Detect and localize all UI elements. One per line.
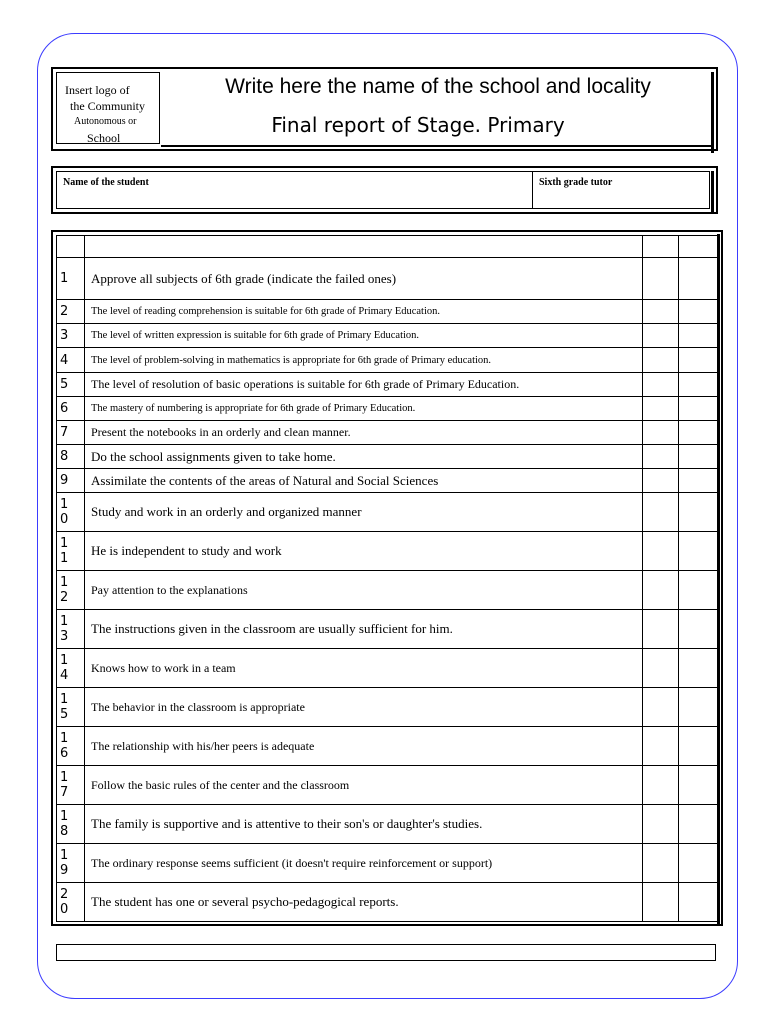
- item-number-digit-2: 1: [60, 551, 69, 566]
- item-number-digit-2: 9: [60, 863, 69, 878]
- check-cell[interactable]: [679, 324, 719, 348]
- student-info-box: [51, 166, 718, 214]
- check-cell[interactable]: [643, 324, 679, 348]
- item-text: The level of written expression is suitable for 6th grade of Primary Education.: [85, 324, 643, 348]
- item-number: 9: [57, 469, 85, 493]
- check-cell[interactable]: [679, 571, 719, 610]
- item-text: Approve all subjects of 6th grade (indicate the failed ones): [85, 258, 643, 300]
- item-number: [57, 805, 85, 844]
- item-text: The instructions given in the classroom are usually sufficient for him.: [85, 610, 643, 649]
- check-cell[interactable]: [679, 300, 719, 324]
- item-text: Follow the basic rules of the center and the classroom: [85, 766, 643, 805]
- check-cell[interactable]: [643, 469, 679, 493]
- check-cell[interactable]: [679, 844, 719, 883]
- item-number: [57, 766, 85, 805]
- check-cell[interactable]: [679, 727, 719, 766]
- item-number-digit-1: 1: [60, 497, 69, 512]
- table-row: [57, 883, 719, 922]
- item-text: Study and work in an orderly and organized manner: [85, 493, 643, 532]
- item-number-digit-2: 7: [60, 785, 69, 800]
- report-header: [51, 67, 718, 151]
- item-text: The level of reading comprehension is suitable for 6th grade of Primary Education.: [85, 300, 643, 324]
- check-cell[interactable]: [679, 258, 719, 300]
- item-number-digit-2: 0: [60, 902, 69, 917]
- table-row: [57, 493, 719, 532]
- school-name: Write here the name of the school and locality: [225, 75, 651, 98]
- check-cell[interactable]: [643, 766, 679, 805]
- table-row: [57, 348, 719, 373]
- check-cell[interactable]: [643, 571, 679, 610]
- item-text: Knows how to work in a team: [85, 649, 643, 688]
- check-cell[interactable]: [643, 493, 679, 532]
- item-text: The ordinary response seems sufficient (it doesn't require reinforcement or support): [85, 844, 643, 883]
- item-number-digit-1: 1: [60, 614, 69, 629]
- check-cell[interactable]: [643, 532, 679, 571]
- item-number-digit-1: 1: [60, 731, 69, 746]
- table-row: [57, 300, 719, 324]
- check-cell[interactable]: [643, 445, 679, 469]
- item-number-digit-2: 3: [60, 629, 69, 644]
- table-row: [57, 397, 719, 421]
- check-cell[interactable]: [679, 397, 719, 421]
- item-number: [57, 688, 85, 727]
- item-text: Assimilate the contents of the areas of Natural and Social Sciences: [85, 469, 643, 493]
- item-number: 1: [57, 258, 85, 300]
- check-cell[interactable]: [643, 373, 679, 397]
- header-cell-text: [85, 236, 643, 258]
- check-cell[interactable]: [643, 610, 679, 649]
- check-cell[interactable]: [643, 397, 679, 421]
- check-cell[interactable]: [679, 469, 719, 493]
- item-number-digit-1: 1: [60, 770, 69, 785]
- item-number-digit-2: 8: [60, 824, 69, 839]
- check-cell[interactable]: [679, 610, 719, 649]
- item-number: 2: [57, 300, 85, 324]
- table-row: [57, 688, 719, 727]
- check-cell[interactable]: [679, 445, 719, 469]
- item-number-digit-1: 1: [60, 536, 69, 551]
- table-row: [57, 421, 719, 445]
- check-cell[interactable]: [643, 300, 679, 324]
- item-text: The family is supportive and is attentive to their son's or daughter's studies.: [85, 805, 643, 844]
- check-cell[interactable]: [679, 493, 719, 532]
- student-info-divider: [532, 172, 533, 208]
- header-cell-num: [57, 236, 85, 258]
- item-number: [57, 493, 85, 532]
- table-row: [57, 532, 719, 571]
- table-row: [57, 258, 719, 300]
- check-cell[interactable]: [643, 258, 679, 300]
- footer-field[interactable]: [56, 944, 716, 961]
- check-cell[interactable]: [643, 348, 679, 373]
- table-row: [57, 610, 719, 649]
- check-cell[interactable]: [679, 649, 719, 688]
- logo-text-line-3: Autonomous or: [74, 116, 137, 127]
- item-number: [57, 649, 85, 688]
- item-number-digit-1: 1: [60, 653, 69, 668]
- check-cell[interactable]: [679, 348, 719, 373]
- check-cell[interactable]: [679, 883, 719, 922]
- header-cell-check-1: [643, 236, 679, 258]
- item-number-digit-2: 0: [60, 512, 69, 527]
- table-row: [57, 571, 719, 610]
- header-underline: [161, 145, 711, 147]
- check-cell[interactable]: [679, 532, 719, 571]
- table-row: [57, 324, 719, 348]
- item-number: 6: [57, 397, 85, 421]
- item-text: The behavior in the classroom is appropriate: [85, 688, 643, 727]
- item-number-digit-1: 1: [60, 809, 69, 824]
- item-number-digit-2: 5: [60, 707, 69, 722]
- item-number-digit-1: 1: [60, 848, 69, 863]
- check-cell[interactable]: [643, 421, 679, 445]
- table-row: [57, 469, 719, 493]
- report-title: Final report of Stage. Primary: [271, 113, 565, 137]
- student-info-fields: [56, 171, 710, 209]
- check-cell[interactable]: [643, 883, 679, 922]
- table-row: [57, 805, 719, 844]
- item-number-digit-1: 1: [60, 575, 69, 590]
- item-text: Present the notebooks in an orderly and clean manner.: [85, 421, 643, 445]
- check-cell[interactable]: [679, 373, 719, 397]
- item-number-digit-1: 1: [60, 692, 69, 707]
- table-header-row: [57, 236, 719, 258]
- item-number: [57, 571, 85, 610]
- item-text: The relationship with his/her peers is adequate: [85, 727, 643, 766]
- logo-text-line-4: School: [87, 131, 121, 145]
- check-cell[interactable]: [643, 688, 679, 727]
- item-number: [57, 610, 85, 649]
- logo-placeholder: [56, 72, 160, 144]
- table-row: [57, 766, 719, 805]
- item-number: 5: [57, 373, 85, 397]
- student-name-label: Name of the student: [63, 177, 149, 188]
- check-cell[interactable]: [643, 844, 679, 883]
- item-text: He is independent to study and work: [85, 532, 643, 571]
- logo-text-line-1: Insert logo of: [65, 83, 130, 97]
- item-number-digit-2: 4: [60, 668, 69, 683]
- item-text: The student has one or several psycho-pedagogical reports.: [85, 883, 643, 922]
- check-cell[interactable]: [679, 805, 719, 844]
- item-number-digit-2: 6: [60, 746, 69, 761]
- item-number: 7: [57, 421, 85, 445]
- item-number: 8: [57, 445, 85, 469]
- check-cell[interactable]: [643, 727, 679, 766]
- item-number: [57, 883, 85, 922]
- table-row: [57, 445, 719, 469]
- item-number: [57, 844, 85, 883]
- table-row: [57, 727, 719, 766]
- check-cell[interactable]: [643, 649, 679, 688]
- item-text: The level of resolution of basic operations is suitable for 6th grade of Primary Education.: [85, 373, 643, 397]
- logo-text-line-2: the Community: [70, 99, 145, 113]
- table-row: [57, 844, 719, 883]
- item-number: 3: [57, 324, 85, 348]
- item-number: 4: [57, 348, 85, 373]
- item-number-digit-1: 2: [60, 887, 69, 902]
- item-text: Do the school assignments given to take home.: [85, 445, 643, 469]
- check-cell[interactable]: [679, 421, 719, 445]
- item-text: The level of problem-solving in mathematics is appropriate for 6th grade of Primary education.: [85, 348, 643, 373]
- item-number-digit-2: 2: [60, 590, 69, 605]
- check-cell[interactable]: [679, 688, 719, 727]
- tutor-label: Sixth grade tutor: [539, 177, 613, 188]
- item-number: [57, 727, 85, 766]
- table-row: [57, 649, 719, 688]
- evaluation-table-frame: [51, 230, 723, 926]
- table-row: [57, 373, 719, 397]
- header-cell-check-2: [679, 236, 719, 258]
- evaluation-table: [56, 235, 719, 922]
- check-cell[interactable]: [679, 766, 719, 805]
- check-cell[interactable]: [643, 805, 679, 844]
- item-text: The mastery of numbering is appropriate for 6th grade of Primary Education.: [85, 397, 643, 421]
- item-text: Pay attention to the explanations: [85, 571, 643, 610]
- item-number: [57, 532, 85, 571]
